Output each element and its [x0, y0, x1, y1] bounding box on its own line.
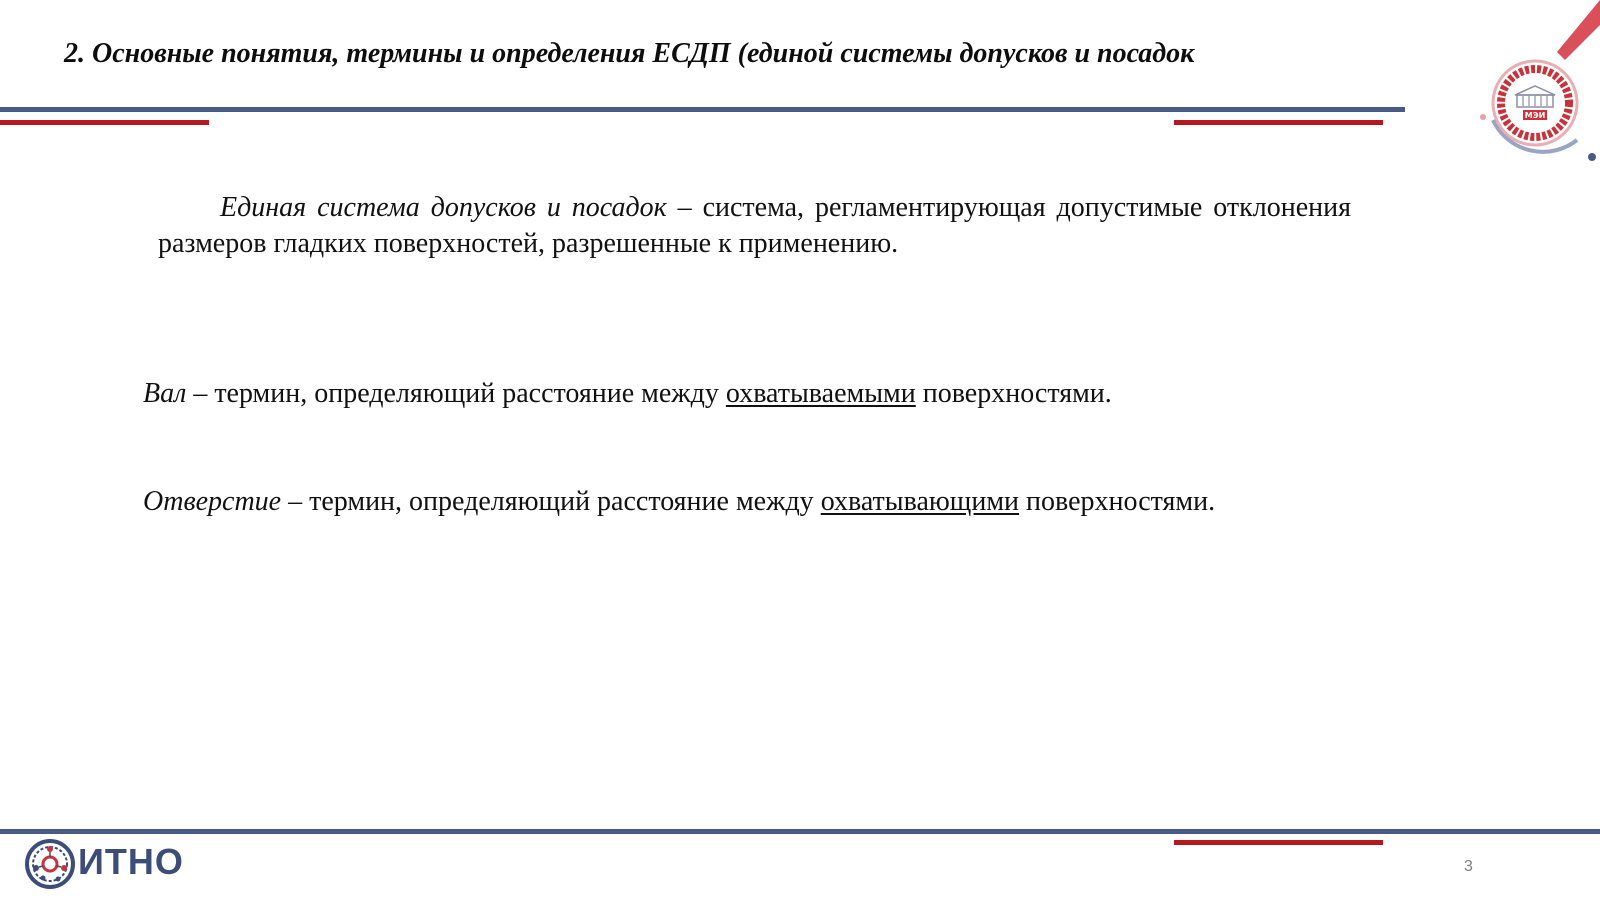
definition-hole-text-after: поверхностями.	[1019, 486, 1216, 517]
definition-esdp-text: – система, регламентирующая допустимые отклонения размеров гладких поверхностей, разрешенные к применению.	[158, 192, 1351, 259]
slide-title: 2. Основные понятия, термины и определения ЕСДП (единой системы допусков и посадок	[64, 38, 1195, 69]
definition-esdp	[158, 190, 1351, 262]
page-number: 3	[1464, 858, 1473, 875]
university-seal-icon	[1465, 0, 1600, 165]
emblem-text: МЭИ	[1524, 111, 1546, 120]
term-esdp: Единая система допусков и посадок	[220, 192, 667, 223]
definition-hole	[82, 484, 1258, 520]
term-shaft: Вал	[143, 378, 187, 409]
header-divider-blue	[0, 107, 1405, 112]
header-divider-red-right	[1174, 120, 1383, 125]
definition-shaft-text-before: – термин, определяющий расстояние между	[186, 378, 726, 409]
itno-logo	[24, 838, 194, 894]
footer-divider-red	[1174, 840, 1383, 845]
definition-shaft-underlined: охватываемыми	[725, 378, 916, 409]
definition-shaft-text-after: поверхностями.	[915, 378, 1112, 409]
header-divider-red-left	[0, 120, 209, 125]
footer-divider-blue	[0, 829, 1600, 834]
gear-network-icon	[24, 838, 76, 890]
term-hole: Отверстие	[143, 486, 282, 517]
definition-hole-text-before: – термин, определяющий расстояние между	[281, 486, 821, 517]
definition-shaft	[143, 376, 1112, 412]
definition-hole-underlined: охватывающими	[820, 486, 1020, 517]
itno-logo-text: ИТНО	[78, 841, 184, 882]
